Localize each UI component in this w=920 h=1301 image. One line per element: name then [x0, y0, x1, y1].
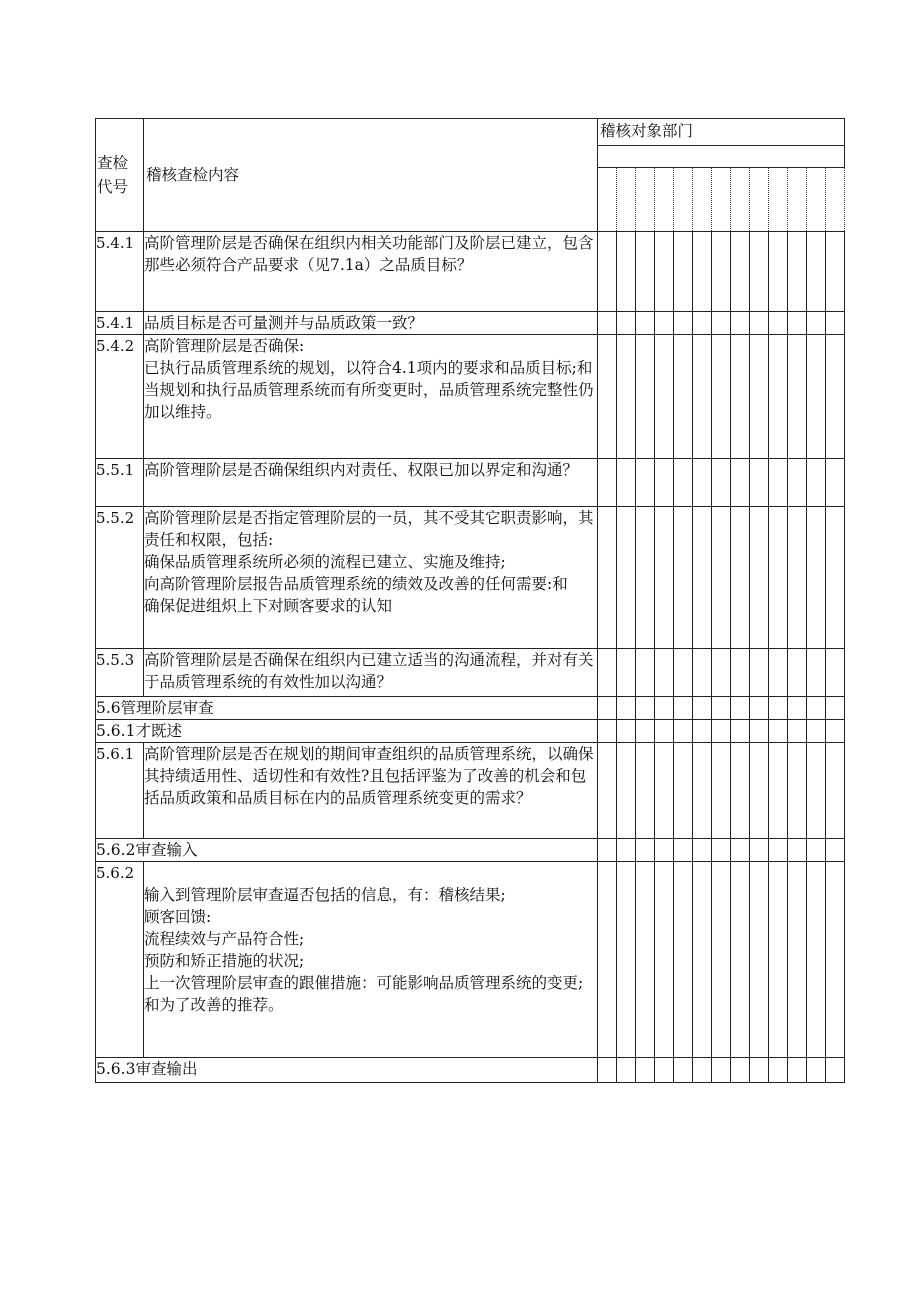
dept-check-cell — [598, 507, 617, 649]
item-code: 5.5.1 — [96, 459, 144, 507]
dept-check-cell — [617, 649, 636, 697]
dept-check-cell — [731, 312, 750, 335]
dept-check-cell — [731, 1058, 750, 1083]
dept-check-cell — [788, 1058, 807, 1083]
dept-check-cell — [636, 335, 655, 459]
dept-check-cell — [655, 507, 674, 649]
item-content — [144, 507, 598, 649]
dept-check-cell — [636, 743, 655, 839]
dept-check-cell — [807, 839, 826, 862]
item-code: 5.5.2 — [96, 507, 144, 649]
dept-check-cell — [769, 168, 788, 232]
dept-check-cell — [750, 459, 769, 507]
section-heading: 5.6.3审查输出 — [96, 1058, 598, 1083]
dept-check-cell — [807, 232, 826, 312]
header-dept-blank — [598, 146, 845, 168]
dept-check-cell — [769, 1058, 788, 1083]
table-body — [96, 119, 845, 1083]
dept-check-cell — [674, 649, 693, 697]
dept-check-cell — [731, 720, 750, 743]
content-line: 高阶管理阶层是否确保在组织内已建立适当的沟通流程，并对有关于品质管理系统的有效性加以沟通？ — [144, 651, 594, 691]
dept-check-cell — [712, 649, 731, 697]
dept-check-cell — [693, 312, 712, 335]
dept-check-cell — [617, 743, 636, 839]
content-line: 输入到管理阶层审查逼否包括的信息，有：稽核结果; — [144, 886, 506, 904]
dept-check-cell — [655, 459, 674, 507]
dept-check-cell — [788, 649, 807, 697]
dept-check-cell — [826, 649, 845, 697]
dept-check-cell — [636, 839, 655, 862]
dept-check-cell — [636, 1058, 655, 1083]
dept-check-cell — [598, 1058, 617, 1083]
dept-check-cell — [788, 697, 807, 720]
content-line: 确保品质管理系统所必须的流程已建立、实施及维持; — [144, 553, 506, 571]
content-line: 预防和矫正措施的状况; — [144, 952, 305, 970]
dept-check-cell — [655, 743, 674, 839]
item-code: 5.5.3 — [96, 649, 144, 697]
section-heading: 5.6管理阶层审查 — [96, 697, 598, 720]
dept-check-cell — [826, 862, 845, 1058]
dept-check-cell — [655, 649, 674, 697]
dept-check-cell — [731, 862, 750, 1058]
dept-check-cell — [826, 839, 845, 862]
dept-check-cell — [655, 168, 674, 232]
table-row — [96, 1058, 845, 1083]
dept-check-cell — [655, 335, 674, 459]
dept-check-cell — [693, 862, 712, 1058]
dept-check-cell — [788, 720, 807, 743]
dept-check-cell — [674, 459, 693, 507]
dept-check-cell — [769, 312, 788, 335]
dept-check-cell — [769, 839, 788, 862]
dept-check-cell — [712, 312, 731, 335]
content-line: 上一次管理阶层审查的跟催措施：可能影响品质管理系统的变更;和为了改善的推荐。 — [144, 974, 584, 1014]
dept-check-cell — [655, 232, 674, 312]
table-row — [96, 459, 845, 507]
dept-check-cell — [788, 839, 807, 862]
dept-check-cell — [769, 649, 788, 697]
dept-check-cell — [807, 312, 826, 335]
dept-check-cell — [788, 232, 807, 312]
item-content — [144, 335, 598, 459]
dept-check-cell — [674, 862, 693, 1058]
dept-check-cell — [636, 312, 655, 335]
audit-checklist-table — [95, 118, 845, 1083]
dept-check-cell — [636, 459, 655, 507]
dept-check-cell — [769, 232, 788, 312]
dept-check-cell — [617, 335, 636, 459]
header-row — [96, 119, 845, 146]
item-code: 5.4.2 — [96, 335, 144, 459]
dept-check-cell — [598, 312, 617, 335]
dept-check-cell — [693, 459, 712, 507]
dept-check-cell — [807, 697, 826, 720]
dept-check-cell — [731, 232, 750, 312]
dept-check-cell — [617, 1058, 636, 1083]
dept-check-cell — [617, 720, 636, 743]
item-content — [144, 649, 598, 697]
dept-check-cell — [826, 312, 845, 335]
dept-check-cell — [674, 507, 693, 649]
dept-check-cell — [750, 649, 769, 697]
header-content-label: 稽核查检内容 — [144, 119, 598, 232]
dept-check-cell — [712, 720, 731, 743]
dept-check-cell — [693, 839, 712, 862]
dept-check-cell — [712, 839, 731, 862]
dept-check-cell — [750, 720, 769, 743]
dept-check-cell — [617, 168, 636, 232]
dept-check-cell — [769, 335, 788, 459]
dept-check-cell — [636, 862, 655, 1058]
header-code-cell — [96, 119, 144, 232]
dept-check-cell — [598, 697, 617, 720]
dept-check-cell — [750, 335, 769, 459]
dept-check-cell — [826, 720, 845, 743]
dept-check-cell — [598, 232, 617, 312]
section-heading: 5.6.1才既述 — [96, 720, 598, 743]
dept-check-cell — [750, 1058, 769, 1083]
dept-check-cell — [769, 697, 788, 720]
dept-check-cell — [674, 839, 693, 862]
table-row — [96, 839, 845, 862]
dept-check-cell — [712, 459, 731, 507]
content-line: 流程续效与产品符合性; — [144, 930, 305, 948]
dept-check-cell — [674, 168, 693, 232]
dept-check-cell — [788, 507, 807, 649]
item-code: 5.4.1 — [96, 232, 144, 312]
dept-check-cell — [598, 720, 617, 743]
dept-check-cell — [750, 312, 769, 335]
content-line: 高阶管理阶层是否确保组织内对责任、权限已加以界定和沟通？ — [144, 461, 579, 479]
dept-check-cell — [617, 312, 636, 335]
dept-check-cell — [826, 335, 845, 459]
item-content — [144, 232, 598, 312]
dept-check-cell — [750, 697, 769, 720]
dept-check-cell — [674, 1058, 693, 1083]
item-code: 5.4.1 — [96, 312, 144, 335]
dept-check-cell — [731, 335, 750, 459]
dept-check-cell — [693, 720, 712, 743]
dept-check-cell — [693, 232, 712, 312]
dept-check-cell — [636, 507, 655, 649]
table-row — [96, 312, 845, 335]
dept-check-cell — [617, 507, 636, 649]
dept-check-cell — [826, 232, 845, 312]
dept-check-cell — [693, 335, 712, 459]
dept-check-cell — [674, 697, 693, 720]
dept-check-cell — [655, 839, 674, 862]
dept-check-cell — [731, 507, 750, 649]
dept-check-cell — [750, 862, 769, 1058]
dept-check-cell — [712, 335, 731, 459]
dept-check-cell — [617, 459, 636, 507]
dept-check-cell — [693, 507, 712, 649]
dept-check-cell — [617, 697, 636, 720]
table-row — [96, 507, 845, 649]
dept-check-cell — [674, 232, 693, 312]
dept-check-cell — [731, 743, 750, 839]
table-row — [96, 743, 845, 839]
dept-check-cell — [807, 649, 826, 697]
dept-check-cell — [636, 168, 655, 232]
dept-check-cell — [598, 335, 617, 459]
dept-check-cell — [712, 232, 731, 312]
content-line — [144, 862, 597, 884]
dept-check-cell — [750, 168, 769, 232]
content-line: 高阶管理阶层是否确保在组织内相关功能部门及阶层已建立，包含那些必须符合产品要求（见7.1a）之品质目标？ — [144, 234, 594, 274]
dept-check-cell — [693, 743, 712, 839]
dept-check-cell — [788, 459, 807, 507]
section-heading: 5.6.2审查输入 — [96, 839, 598, 862]
dept-check-cell — [826, 743, 845, 839]
dept-check-cell — [807, 1058, 826, 1083]
table-row — [96, 335, 845, 459]
dept-check-cell — [655, 720, 674, 743]
dept-check-cell — [712, 862, 731, 1058]
dept-check-cell — [731, 839, 750, 862]
dept-check-cell — [636, 697, 655, 720]
content-line: 向高阶管理阶层报告品质管理系统的绩效及改善的任何需要:和 — [144, 575, 568, 593]
dept-check-cell — [617, 862, 636, 1058]
dept-check-cell — [655, 1058, 674, 1083]
content-line: 高阶管理阶层是否确保: — [144, 337, 305, 355]
dept-check-cell — [807, 507, 826, 649]
header-code-label-2: 代号 — [97, 178, 129, 196]
item-code: 5.6.2 — [96, 862, 144, 1058]
dept-check-cell — [731, 168, 750, 232]
dept-check-cell — [655, 312, 674, 335]
table-row — [96, 232, 845, 312]
dept-check-cell — [788, 862, 807, 1058]
table-row — [96, 720, 845, 743]
dept-check-cell — [712, 507, 731, 649]
content-line: 确保促进组炽上下对顾客要求的认知 — [144, 597, 393, 615]
content-line: 高阶管理阶层是否指定管理阶层的一员，其不受其它职责影响，其责任和权限，包括: — [144, 509, 594, 549]
dept-check-cell — [769, 459, 788, 507]
content-line: 高阶管理阶层是否在规划的期间审查组织的品质管理系统，以确保其持绩适用性、适切性和有效性?且包括评鉴为了改善的机会和包括品质政策和品质目标在内的品质管理系统变更的需求？ — [144, 745, 594, 807]
dept-check-cell — [826, 697, 845, 720]
dept-check-cell — [598, 862, 617, 1058]
dept-check-cell — [769, 507, 788, 649]
dept-check-cell — [693, 1058, 712, 1083]
dept-check-cell — [598, 839, 617, 862]
dept-check-cell — [750, 743, 769, 839]
dept-check-cell — [655, 697, 674, 720]
dept-check-cell — [769, 862, 788, 1058]
dept-check-cell — [826, 168, 845, 232]
dept-check-cell — [674, 335, 693, 459]
dept-check-cell — [674, 312, 693, 335]
content-line: 当规划和执行品质管理系统而有所变更时，品质管理系统完整性仍加以维持。 — [144, 381, 594, 421]
dept-check-cell — [807, 459, 826, 507]
dept-check-cell — [769, 720, 788, 743]
dept-check-cell — [731, 649, 750, 697]
dept-check-cell — [712, 697, 731, 720]
dept-check-cell — [674, 743, 693, 839]
header-dept-label: 稽核对象部门 — [598, 119, 845, 146]
item-code: 5.6.1 — [96, 743, 144, 839]
table-row — [96, 862, 845, 1058]
dept-check-cell — [807, 335, 826, 459]
dept-check-cell — [788, 168, 807, 232]
dept-check-cell — [788, 335, 807, 459]
dept-check-cell — [750, 507, 769, 649]
table-row — [96, 649, 845, 697]
dept-check-cell — [807, 862, 826, 1058]
dept-check-cell — [598, 649, 617, 697]
dept-check-cell — [617, 839, 636, 862]
dept-check-cell — [807, 720, 826, 743]
content-line: 已执行品质管理系统的规划，以符合4.1项内的要求和品质目标;和 — [144, 359, 593, 377]
dept-check-cell — [731, 697, 750, 720]
dept-check-cell — [636, 232, 655, 312]
dept-check-cell — [807, 168, 826, 232]
content-line: 顾客回馈: — [144, 908, 212, 926]
table-row — [96, 697, 845, 720]
dept-check-cell — [598, 459, 617, 507]
dept-check-cell — [807, 743, 826, 839]
content-line: 品质目标是否可量测并与品质政策一致？ — [144, 314, 424, 332]
dept-check-cell — [788, 743, 807, 839]
item-content — [144, 862, 598, 1058]
dept-check-cell — [826, 459, 845, 507]
dept-check-cell — [693, 649, 712, 697]
item-content — [144, 459, 598, 507]
dept-check-cell — [788, 312, 807, 335]
header-code-label-1: 查检 — [97, 154, 129, 172]
item-content — [144, 312, 598, 335]
dept-check-cell — [731, 459, 750, 507]
dept-check-cell — [655, 862, 674, 1058]
dept-check-cell — [712, 168, 731, 232]
dept-check-cell — [636, 720, 655, 743]
dept-check-cell — [636, 649, 655, 697]
item-content — [144, 743, 598, 839]
dept-check-cell — [598, 168, 617, 232]
dept-check-cell — [826, 507, 845, 649]
dept-check-cell — [693, 697, 712, 720]
dept-check-cell — [769, 743, 788, 839]
dept-check-cell — [750, 232, 769, 312]
dept-check-cell — [617, 232, 636, 312]
dept-check-cell — [750, 839, 769, 862]
dept-check-cell — [598, 743, 617, 839]
dept-check-cell — [712, 743, 731, 839]
dept-check-cell — [712, 1058, 731, 1083]
dept-check-cell — [826, 1058, 845, 1083]
dept-check-cell — [674, 720, 693, 743]
dept-check-cell — [693, 168, 712, 232]
